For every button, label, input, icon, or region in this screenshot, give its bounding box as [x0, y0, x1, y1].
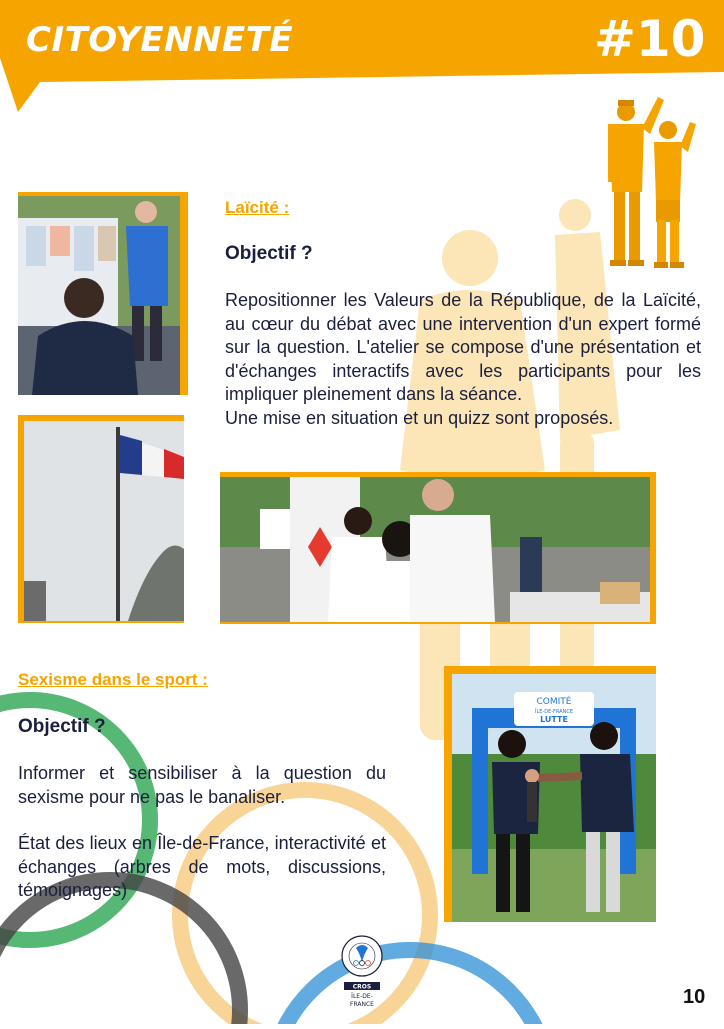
photo-expert-presentation	[18, 196, 180, 395]
arch-text-region: ÎLE-DE-FRANCE	[535, 709, 573, 715]
celebrating-people-illustration	[598, 92, 700, 274]
sexisme-paragraph-2: État des lieux en Île-de-France, interactivité et échanges (arbres de mots, discussions, témoignages)	[18, 833, 386, 900]
photo-judo-session	[220, 477, 650, 622]
logo-cros: CROS	[352, 983, 372, 991]
laicite-description	[225, 289, 701, 430]
sexisme-description	[18, 762, 386, 903]
laicite-heading: Laïcité :	[225, 198, 290, 217]
laicite-paragraph-2: Une mise en situation et un quizz sont proposés.	[225, 407, 614, 428]
page-section-number: #10	[594, 10, 706, 68]
page-number: 10	[683, 986, 706, 1008]
laicite-objectif-label: Objectif ?	[225, 243, 313, 264]
laicite-paragraph-1: Repositionner les Valeurs de la République, de la Laïcité, au cœur du débat avec une intervention d'un expert formé sur la question. L'atelier se compose d'une présentation et d'échanges interactifs avec les participants pour les impliquer pleinement dans la séance.	[225, 290, 701, 404]
sexisme-heading: Sexisme dans le sport :	[18, 670, 208, 689]
photo-wrestling-event	[452, 674, 656, 922]
arch-text-comite: COMITÉ	[536, 697, 572, 707]
paragraph-spacer	[18, 809, 386, 832]
cros-ile-de-france-logo	[334, 932, 390, 1012]
sexisme-objectif-label: Objectif ?	[18, 716, 106, 737]
logo-ile-de: ÎLE-DE-	[351, 993, 373, 1000]
photo-french-flag	[24, 421, 184, 621]
arch-text-lutte: LUTTE	[540, 715, 568, 724]
sexisme-paragraph-1: Informer et sensibiliser à la question du sexisme pour ne pas le banaliser.	[18, 763, 386, 807]
page-title: CITOYENNETÉ	[26, 20, 294, 60]
logo-france: FRANCE	[350, 1001, 374, 1008]
faded-athletes-illustration	[400, 199, 620, 740]
